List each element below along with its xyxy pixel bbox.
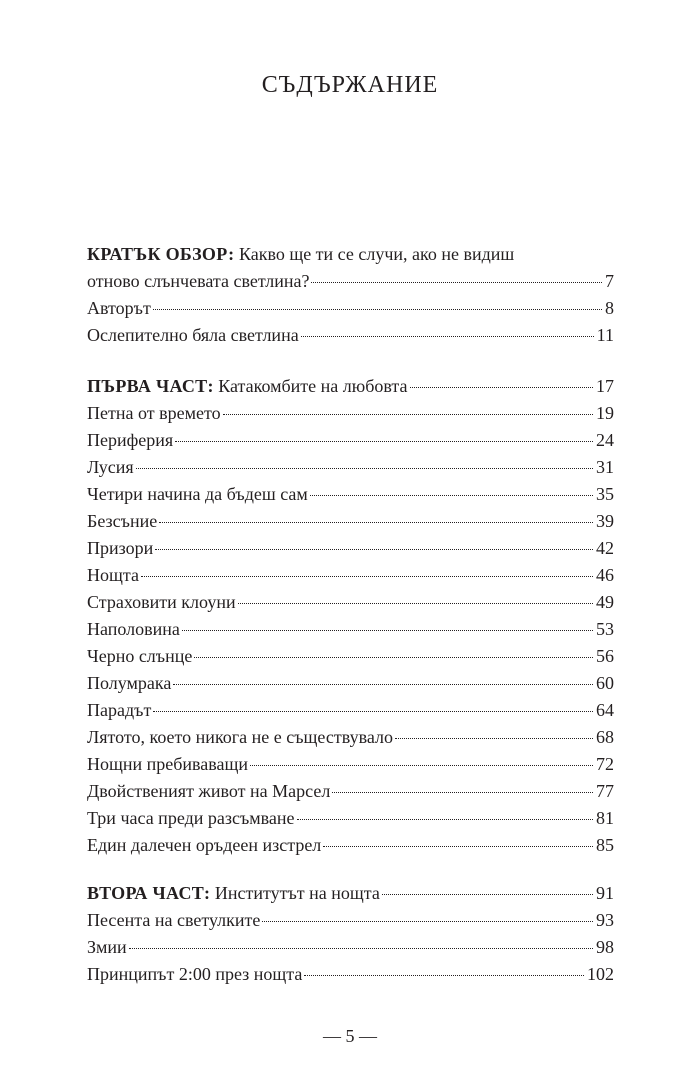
section-title-line2: отново слънчевата светлина? <box>87 271 310 291</box>
toc-section-overview-line2[interactable] <box>87 268 614 295</box>
toc-entry[interactable] <box>87 616 614 643</box>
entry-title: Страховити клоуни <box>87 592 236 612</box>
page-number-footer: — 5 — <box>323 1026 377 1046</box>
dot-leader <box>311 282 602 283</box>
toc-entry[interactable] <box>87 907 614 934</box>
page-number: 72 <box>596 754 614 774</box>
dot-leader <box>410 387 594 388</box>
toc-entry[interactable] <box>87 508 614 535</box>
section-label: КРАТЪК ОБЗОР: <box>87 244 235 264</box>
entry-title: Ослепително бяла светлина <box>87 325 299 345</box>
toc-entry[interactable] <box>87 481 614 508</box>
dot-leader <box>332 792 593 793</box>
page-number: 49 <box>596 592 614 612</box>
toc-entry[interactable] <box>87 832 614 859</box>
page-number: 91 <box>596 883 614 903</box>
page-number: 31 <box>596 457 614 477</box>
page-number: 24 <box>596 430 614 450</box>
page-number: 53 <box>596 619 614 639</box>
entry-title: Змии <box>87 937 127 957</box>
entry-title: Черно слънце <box>87 646 193 666</box>
dot-leader <box>238 603 593 604</box>
entry-title: Лятото, което никога не е съществувало <box>87 727 393 747</box>
toc-entry[interactable] <box>87 805 614 832</box>
dot-leader <box>250 765 593 766</box>
entry-title: Песента на светулките <box>87 910 261 930</box>
entry-title: Четири начина да бъдеш сам <box>87 484 308 504</box>
section-heading <box>87 880 380 907</box>
dot-leader <box>155 549 593 550</box>
page-number: 77 <box>596 781 614 801</box>
entry-title: Принципът 2:00 през нощта <box>87 964 303 984</box>
dot-leader <box>304 975 584 976</box>
entry-title: Нощта <box>87 565 139 585</box>
page-number: 39 <box>596 511 614 531</box>
dot-leader <box>194 657 593 658</box>
page-number: 98 <box>596 937 614 957</box>
toc-entry[interactable] <box>87 778 614 805</box>
toc-section-part-two[interactable] <box>87 880 614 907</box>
dot-leader <box>153 711 593 712</box>
toc-entry[interactable] <box>87 934 614 961</box>
dot-leader <box>141 576 593 577</box>
section-title: Институтът на нощта <box>214 883 380 903</box>
toc-entry[interactable] <box>87 295 614 322</box>
section-title-line1: Какво ще ти се случи, ако не видиш <box>238 244 515 264</box>
entry-title: Безсъние <box>87 511 158 531</box>
dot-leader <box>136 468 593 469</box>
toc-entry[interactable] <box>87 643 614 670</box>
dot-leader <box>310 495 593 496</box>
toc-entry[interactable] <box>87 400 614 427</box>
page-number: 17 <box>596 376 614 396</box>
toc-section-part-one[interactable] <box>87 373 614 400</box>
toc-entry[interactable] <box>87 322 614 349</box>
page-number: 19 <box>596 403 614 423</box>
toc-entry[interactable] <box>87 535 614 562</box>
page-number: 60 <box>596 673 614 693</box>
toc-entry[interactable] <box>87 961 614 988</box>
entry-title: Един далечен оръдеен изстрел <box>87 835 322 855</box>
page-number: 102 <box>587 964 614 984</box>
section-heading <box>87 373 408 400</box>
entry-title: Парадът <box>87 700 152 720</box>
dot-leader <box>129 948 593 949</box>
page-number: 7 <box>605 271 614 291</box>
dot-leader <box>159 522 593 523</box>
toc-entry[interactable] <box>87 751 614 778</box>
toc-entry[interactable] <box>87 427 614 454</box>
entry-title: Призори <box>87 538 154 558</box>
entry-title: Авторът <box>87 298 151 318</box>
dot-leader <box>182 630 593 631</box>
toc-entry[interactable] <box>87 697 614 724</box>
toc-entry[interactable] <box>87 454 614 481</box>
page-number: 35 <box>596 484 614 504</box>
toc-entry[interactable] <box>87 589 614 616</box>
page-number: 81 <box>596 808 614 828</box>
toc-entry[interactable] <box>87 670 614 697</box>
section-label: ПЪРВА ЧАСТ: <box>87 376 214 396</box>
page-number: 93 <box>596 910 614 930</box>
toc-entry[interactable] <box>87 562 614 589</box>
page-number: 11 <box>596 325 614 345</box>
section-title: Катакомбите на любовта <box>218 376 408 396</box>
entry-title: Периферия <box>87 430 174 450</box>
entry-title: Двойственият живот на Марсел <box>87 781 331 801</box>
toc-section-overview-line1 <box>87 241 614 268</box>
entry-title: Нощни пребиваващи <box>87 754 249 774</box>
page-number: 85 <box>596 835 614 855</box>
dot-leader <box>153 309 602 310</box>
entry-title: Петна от времето <box>87 403 221 423</box>
dot-leader <box>395 738 593 739</box>
page-number: 46 <box>596 565 614 585</box>
section-label: ВТОРА ЧАСТ: <box>87 883 211 903</box>
entry-title: Полумрака <box>87 673 172 693</box>
page-title: СЪДЪРЖАНИЕ <box>261 72 439 98</box>
dot-leader <box>301 336 594 337</box>
dot-leader <box>173 684 593 685</box>
page-number: 64 <box>596 700 614 720</box>
dot-leader <box>262 921 593 922</box>
dot-leader <box>297 819 593 820</box>
dot-leader <box>382 894 593 895</box>
page-number: 8 <box>605 298 614 318</box>
page-number: 68 <box>596 727 614 747</box>
page-number: 56 <box>596 646 614 666</box>
toc-entry[interactable] <box>87 724 614 751</box>
entry-title: Лусия <box>87 457 134 477</box>
dot-leader <box>323 846 593 847</box>
dot-leader <box>175 441 593 442</box>
page-number: 42 <box>596 538 614 558</box>
entry-title: Три часа преди разсъмване <box>87 808 295 828</box>
dot-leader <box>223 414 593 415</box>
entry-title: Наполовина <box>87 619 180 639</box>
